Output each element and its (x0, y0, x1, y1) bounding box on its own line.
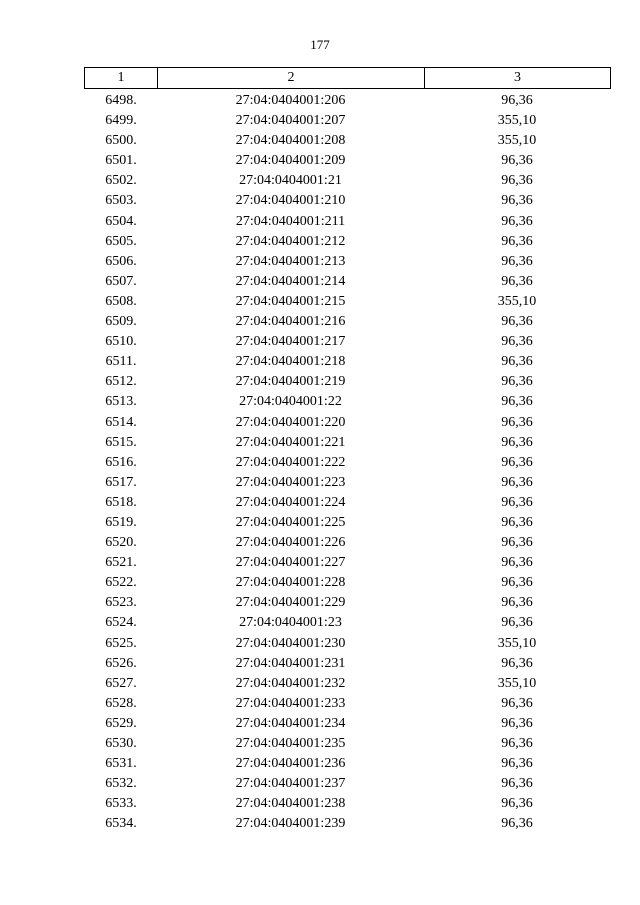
cadastral-number-cell: 27:04:0404001:224 (235, 494, 346, 510)
table-row (85, 212, 610, 232)
header-cell-cadastral-number: 2 (158, 68, 425, 88)
value-cell: 355,10 (497, 635, 537, 651)
table-row (85, 151, 610, 171)
table-row (85, 91, 610, 111)
row-number-cell: 6502. (105, 173, 137, 189)
table-row (85, 774, 610, 794)
value-cell: 96,36 (501, 354, 533, 370)
table-row (85, 352, 610, 372)
row-number-cell: 6527. (105, 675, 137, 691)
row-number-cell: 6519. (105, 514, 137, 530)
cadastral-number-cell: 27:04:0404001:210 (235, 193, 346, 209)
value-cell: 355,10 (497, 293, 537, 309)
value-cell: 96,36 (501, 374, 533, 390)
value-cell: 355,10 (497, 113, 537, 129)
row-number-cell: 6511. (105, 354, 137, 370)
row-number-cell: 6515. (105, 434, 137, 450)
row-number-cell: 6528. (105, 695, 137, 711)
cadastral-number-cell: 27:04:0404001:236 (235, 756, 346, 772)
row-number-cell: 6521. (105, 555, 137, 571)
table-row (85, 573, 610, 593)
table-row (85, 593, 610, 613)
row-number-cell: 6524. (105, 615, 137, 631)
cadastral-number-cell: 27:04:0404001:226 (235, 535, 346, 551)
table-row (85, 292, 610, 312)
row-number-cell: 6500. (105, 133, 137, 149)
table-row (85, 433, 610, 453)
cadastral-number-cell: 27:04:0404001:237 (235, 776, 346, 792)
row-number-cell: 6522. (105, 575, 137, 591)
value-cell: 96,36 (501, 394, 533, 410)
row-number-cell: 6516. (105, 454, 137, 470)
row-number-cell: 6531. (105, 756, 137, 772)
value-cell: 96,36 (501, 193, 533, 209)
row-number-cell: 6525. (105, 635, 137, 651)
value-cell: 96,36 (501, 736, 533, 751)
table-row (85, 232, 610, 252)
cadastral-number-cell: 27:04:0404001:208 (235, 133, 346, 149)
value-cell: 96,36 (501, 314, 533, 330)
row-number-cell: 6509. (105, 314, 137, 330)
table-row (85, 312, 610, 332)
row-number-cell: 6533. (105, 796, 137, 812)
table-row (85, 272, 610, 292)
cadastral-number-cell: 27:04:0404001:216 (235, 314, 346, 330)
table-row (85, 513, 610, 533)
row-number-cell: 6532. (105, 776, 137, 792)
row-number-cell: 6505. (105, 233, 137, 249)
cadastral-number-cell: 27:04:0404001:218 (235, 354, 346, 370)
cadastral-number-cell: 27:04:0404001:239 (235, 816, 346, 832)
cadastral-number-cell: 27:04:0404001:231 (235, 655, 346, 671)
value-cell: 96,36 (501, 213, 533, 229)
table-row (85, 171, 610, 191)
table-row (85, 553, 610, 573)
row-number-cell: 6518. (105, 494, 137, 510)
row-number-cell: 6526. (105, 655, 137, 671)
value-cell: 355,10 (497, 675, 537, 691)
cadastral-number-cell: 27:04:0404001:22 (239, 394, 342, 410)
value-cell: 96,36 (501, 796, 533, 812)
value-cell: 355,10 (497, 133, 537, 149)
value-cell: 96,36 (501, 514, 533, 530)
cadastral-number-cell: 27:04:0404001:220 (235, 414, 346, 430)
table-row (85, 533, 610, 553)
value-cell: 96,36 (501, 816, 533, 832)
row-number-cell: 6512. (105, 374, 137, 390)
cadastral-number-cell: 27:04:0404001:227 (235, 555, 346, 571)
value-cell: 96,36 (501, 575, 533, 591)
cadastral-number-cell: 27:04:0404001:222 (235, 454, 346, 470)
row-number-cell: 6510. (105, 334, 137, 350)
value-cell: 96,36 (501, 173, 533, 189)
cadastral-number-cell: 27:04:0404001:221 (235, 434, 346, 450)
value-cell: 96,36 (501, 334, 533, 350)
row-number-cell: 6498. (105, 93, 137, 108)
table-row (85, 191, 610, 211)
value-cell: 96,36 (501, 715, 533, 731)
value-cell: 96,36 (501, 595, 533, 611)
table-row (85, 131, 610, 151)
row-number-cell: 6520. (105, 535, 137, 551)
row-number-cell: 6499. (105, 113, 137, 129)
cadastral-number-cell: 27:04:0404001:233 (235, 695, 346, 711)
table-row (85, 674, 610, 694)
row-number-cell: 6507. (105, 273, 137, 289)
cadastral-number-cell: 27:04:0404001:228 (235, 575, 346, 591)
row-number-cell: 6514. (105, 414, 137, 430)
value-cell: 96,36 (501, 494, 533, 510)
cadastral-number-cell: 27:04:0404001:215 (235, 293, 346, 309)
value-cell: 96,36 (501, 695, 533, 711)
table-row (85, 654, 610, 674)
table-row (85, 613, 610, 633)
header-cell-number: 1 (85, 68, 158, 88)
table-row (85, 794, 610, 814)
row-number-cell: 6504. (105, 213, 137, 229)
table-row (85, 392, 610, 412)
table-row (85, 372, 610, 392)
page-number: 177 (310, 37, 330, 52)
row-number-cell: 6513. (105, 394, 137, 410)
cadastral-number-cell: 27:04:0404001:212 (235, 233, 346, 249)
cadastral-number-cell: 27:04:0404001:238 (235, 796, 346, 812)
cadastral-number-cell: 27:04:0404001:235 (235, 736, 346, 751)
row-number-cell: 6506. (105, 253, 137, 269)
table-row (85, 634, 610, 654)
header-cell-value: 3 (514, 70, 521, 85)
value-cell: 96,36 (501, 655, 533, 671)
value-cell: 96,36 (501, 756, 533, 772)
row-number-cell: 6503. (105, 193, 137, 209)
cadastral-number-cell: 27:04:0404001:223 (235, 474, 346, 490)
row-number-cell: 6529. (105, 715, 137, 731)
row-number-cell: 6530. (105, 736, 137, 751)
table-row (85, 734, 610, 754)
row-number-cell: 6517. (105, 474, 137, 490)
cadastral-number-cell: 27:04:0404001:229 (235, 595, 346, 611)
table-row (85, 473, 610, 493)
cadastral-number-cell: 27:04:0404001:23 (239, 615, 342, 631)
value-cell: 96,36 (501, 615, 533, 631)
value-cell: 96,36 (501, 555, 533, 571)
row-number-cell: 6523. (105, 595, 137, 611)
value-cell: 96,36 (501, 454, 533, 470)
table-row (85, 493, 610, 513)
table-row (85, 111, 610, 131)
cadastral-number-cell: 27:04:0404001:207 (235, 113, 346, 129)
value-cell: 96,36 (501, 474, 533, 490)
value-cell: 96,36 (501, 414, 533, 430)
table-row (85, 252, 610, 272)
table-row (85, 413, 610, 433)
table-row (85, 714, 610, 734)
cadastral-number-cell: 27:04:0404001:209 (235, 153, 346, 169)
table-row (85, 332, 610, 352)
table-row (85, 814, 610, 834)
cadastral-number-cell: 27:04:0404001:206 (235, 93, 346, 108)
cadastral-number-cell: 27:04:0404001:230 (235, 635, 346, 651)
cadastral-number-cell: 27:04:0404001:213 (235, 253, 346, 269)
value-cell: 96,36 (501, 253, 533, 269)
cadastral-number-cell: 27:04:0404001:21 (239, 173, 342, 189)
table-row (85, 453, 610, 473)
row-number-cell: 6501. (105, 153, 137, 169)
table-header (84, 67, 611, 89)
value-cell: 96,36 (501, 153, 533, 169)
cadastral-number-cell: 27:04:0404001:232 (235, 675, 346, 691)
value-cell: 96,36 (501, 233, 533, 249)
value-cell: 96,36 (501, 434, 533, 450)
cadastral-number-cell: 27:04:0404001:234 (235, 715, 346, 731)
value-cell: 96,36 (501, 93, 533, 108)
row-number-cell: 6534. (105, 816, 137, 832)
value-cell: 96,36 (501, 273, 533, 289)
value-cell: 96,36 (501, 535, 533, 551)
row-number-cell: 6508. (105, 293, 137, 309)
table-row (85, 694, 610, 714)
value-cell: 96,36 (501, 776, 533, 792)
cadastral-number-cell: 27:04:0404001:211 (235, 213, 346, 229)
table-row (85, 754, 610, 774)
cadastral-number-cell: 27:04:0404001:219 (235, 374, 346, 390)
cadastral-number-cell: 27:04:0404001:225 (235, 514, 346, 530)
cadastral-number-cell: 27:04:0404001:217 (235, 334, 346, 350)
table-body (85, 91, 610, 834)
cadastral-number-cell: 27:04:0404001:214 (235, 273, 346, 289)
